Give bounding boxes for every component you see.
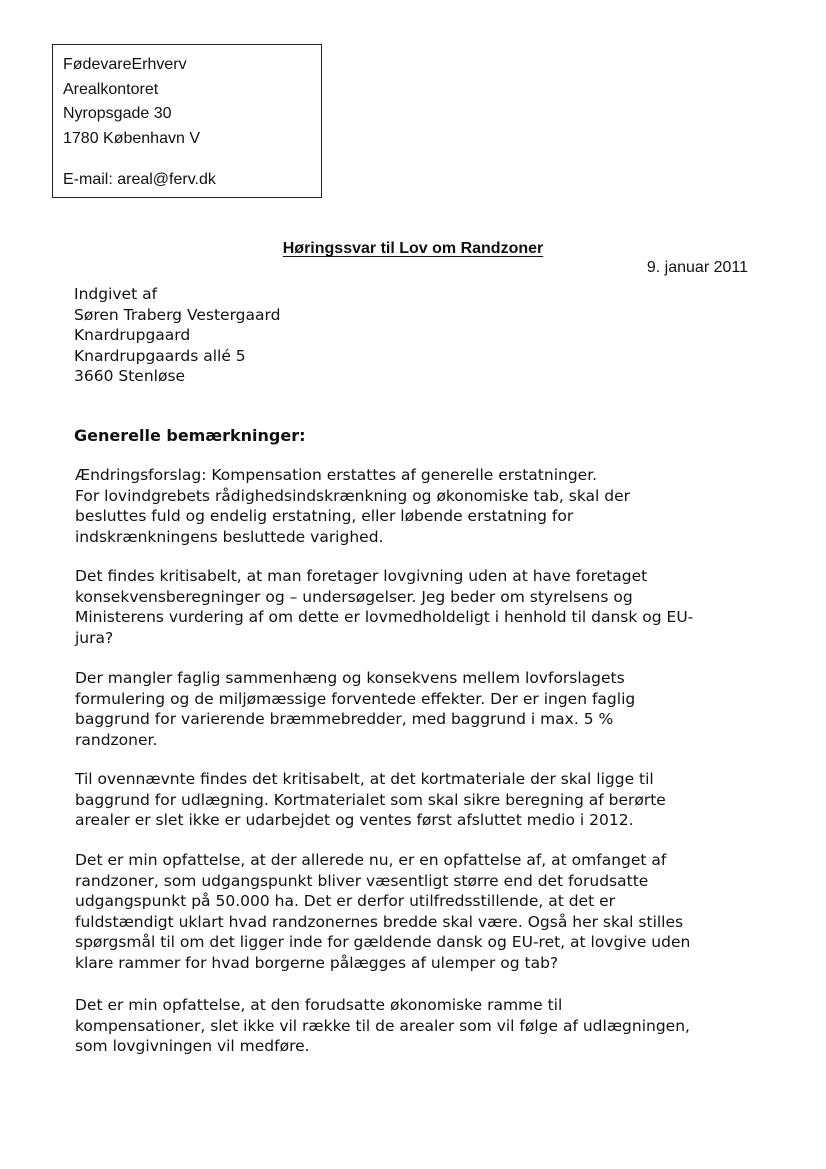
paragraph-line: randzoner.: [75, 730, 158, 749]
paragraph-line: Ministerens vurdering af om dette er lovmedholdeligt i henhold til dansk og EU-: [75, 608, 694, 626]
section-title: Generelle bemærkninger:: [74, 426, 306, 445]
paragraph-line: baggrund for varierende bræmmebredder, med baggrund i max. 5 %: [75, 710, 614, 728]
address-line: FødevareErhverv: [63, 56, 187, 73]
paragraph-2: [75, 566, 765, 648]
paragraph-1: [75, 465, 765, 547]
paragraph-line: For lovindgrebets rådighedsindskrænkning og økonomiske tab, skal der: [75, 486, 631, 505]
paragraph-line: Det findes kritisabelt, at man foretager lovgivning uden at have foretaget: [75, 567, 648, 585]
sender-line: Søren Traberg Vestergaard: [74, 305, 281, 324]
paragraph-line: baggrund for udlægning. Kortmaterialet som skal sikre beregning af berørte: [75, 790, 666, 809]
sender-line: Knardrupgaards allé 5: [74, 346, 246, 365]
paragraph-line: klare rammer for hvad borgerne pålægges af ulemper og tab?: [75, 953, 559, 972]
sender-line: Knardrupgaard: [74, 326, 191, 344]
paragraph-line: Ændringsforslag: Kompensation erstattes af generelle erstatninger.: [75, 466, 598, 484]
paragraph-line: randzoner, som udgangspunkt bliver væsentligt større end det forudsatte: [75, 871, 649, 890]
paragraph-6: [75, 995, 765, 1057]
address-email: E-mail: areal@ferv.dk: [63, 171, 216, 188]
address-box: [52, 44, 322, 198]
sender-block: [74, 284, 280, 387]
paragraph-line: kompensationer, slet ikke vil række til de arealer som vil følge af udlægningen,: [75, 1016, 690, 1035]
address-line: Nyropsgade 30: [63, 105, 172, 122]
document-date: 9. januar 2011: [646, 259, 748, 276]
document-title: Høringssvar til Lov om Randzoner: [282, 240, 544, 257]
paragraph-line: Til ovennævnte findes det kritisabelt, at det kortmateriale der skal ligge til: [75, 770, 654, 788]
paragraph-line: besluttes fuld og endelig erstatning, eller løbende erstatning for: [75, 507, 574, 525]
paragraph-line: Det er min opfattelse, at den forudsatte økonomiske ramme til: [75, 996, 563, 1014]
paragraph-line: arealer er slet ikke er udarbejdet og ventes først afsluttet medio i 2012.: [75, 811, 634, 829]
sender-line: 3660 Stenløse: [74, 367, 186, 385]
paragraph-line: Det er min opfattelse, at der allerede nu, er en opfattelse af, at omfanget af: [75, 851, 667, 869]
paragraph-line: udgangspunkt på 50.000 ha. Det er derfor utilfredsstillende, at det er: [75, 892, 616, 910]
address-gap: [63, 151, 321, 168]
paragraph-4: [75, 769, 765, 831]
paragraph-line: fuldstændigt uklart hvad randzonernes bredde skal være. Også her skal stilles: [75, 912, 684, 931]
paragraph-line: som lovgivningen vil medføre.: [75, 1037, 310, 1055]
paragraph-5: [75, 850, 765, 973]
paragraph-line: jura?: [75, 628, 114, 647]
paragraph-line: spørgsmål til om det ligger inde for gældende dansk og EU-ret, at lovgive uden: [75, 933, 691, 951]
address-line: Arealkontoret: [63, 80, 159, 98]
paragraph-line: Der mangler faglig sammenhæng og konsekvens mellem lovforslagets: [75, 669, 625, 687]
sender-line: Indgivet af: [74, 285, 158, 303]
paragraph-line: indskrænkningens besluttede varighed.: [75, 527, 384, 546]
paragraph-line: konsekvensberegninger og – undersøgelser. Jeg beder om styrelsens og: [75, 587, 633, 606]
address-line: 1780 København V: [63, 129, 200, 147]
paragraph-line: formulering og de miljømæssige forventede effekter. Der er ingen faglig: [75, 689, 636, 708]
paragraph-3: [75, 668, 765, 750]
